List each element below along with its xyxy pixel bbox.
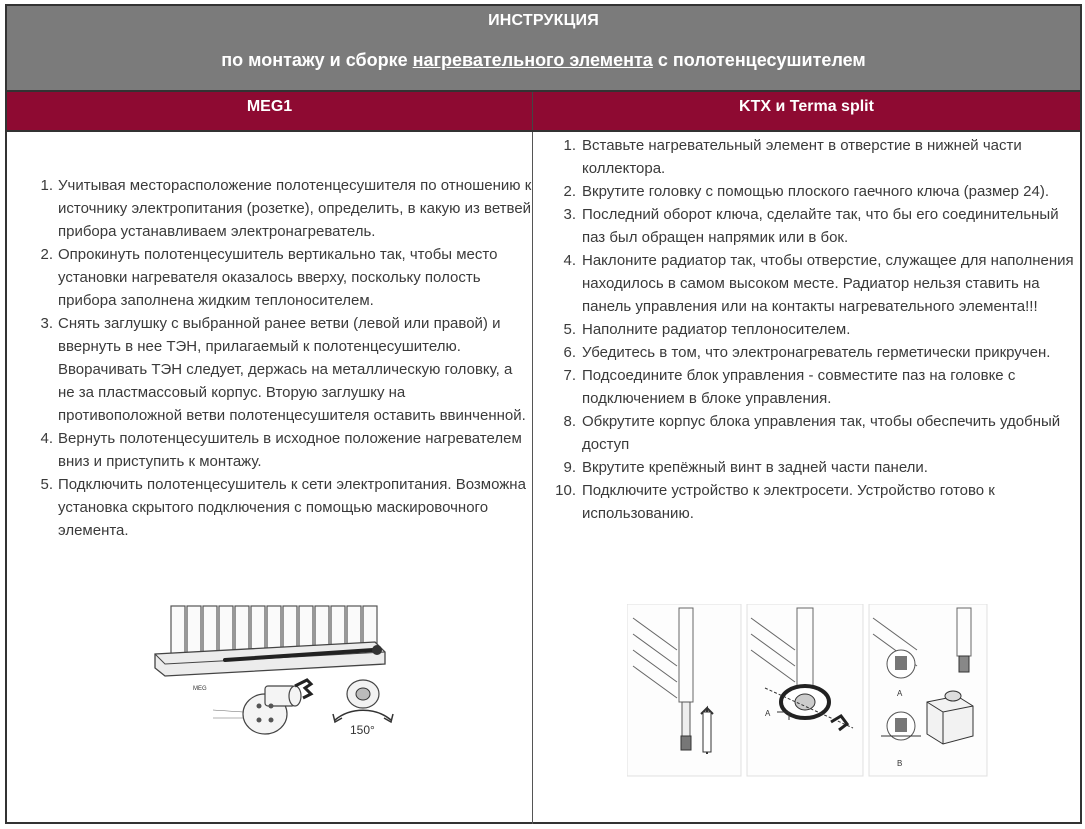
step-text: Последний оборот ключа, сделайте так, что бы его соединительный паз был обращен напрямик или в бок. — [582, 206, 1059, 246]
step-number: 2. — [563, 183, 576, 200]
right-steps-list — [550, 134, 1075, 525]
instruction-step — [550, 456, 1075, 479]
step-text: Вернуть полотенцесушитель в исходное положение нагревателем вниз и приступить к монтажу. — [58, 430, 522, 470]
step-text: Учитывая месторасположение полотенцесушителя по отношению к источнику электропитания (розетке), определить, в какую из ветвей прибора устанавливаем электронагреватель. — [58, 177, 532, 240]
instruction-step — [550, 364, 1075, 410]
instruction-step — [550, 479, 1075, 525]
step-number: 8. — [563, 413, 576, 430]
ktx-step-panel-1 — [627, 604, 741, 776]
ktx-step-panel-3 — [869, 604, 987, 776]
subtitle-underlined: нагревательного элемента — [412, 50, 653, 70]
table-header — [7, 6, 1080, 92]
step-text: Вкрутите головку с помощью плоского гаечного ключа (размер 24). — [582, 183, 1050, 200]
step-text: Вкрутите крепёжный винт в задней части панели. — [582, 459, 928, 476]
step-text: Снять заглушку с выбранной ранее ветви (левой или правой) и ввернуть в нее ТЭН, прилагаемый к полотенцесушителю. Вворачивать ТЭН следует, держась на металлическую головку, а не за пластмассовый корпус. Вторую заглушку на противоположной ветви полотенцесушителя оставить ввинченной. — [58, 315, 526, 424]
instruction-step — [550, 134, 1075, 180]
step-text: Подсоедините блок управления - совместите паз на головке с подключением в блоке управления. — [582, 367, 1016, 407]
step-number: 5. — [40, 476, 53, 493]
instruction-step — [550, 341, 1075, 364]
instruction-step — [550, 410, 1075, 456]
step-text: Опрокинуть полотенцесушитель вертикально так, чтобы место установки нагревателя оказалось вверху, поскольку полость прибора заполнена жидким теплоносителем. — [58, 246, 498, 309]
ktx-step-panel-2 — [747, 604, 863, 776]
column-title-meg1: MEG1 — [7, 92, 533, 130]
step-number: 3. — [563, 206, 576, 223]
step-number: 1. — [563, 137, 576, 154]
step-number: 2. — [40, 246, 53, 263]
step-text: Вставьте нагревательный элемент в отверстие в нижней части коллектора. — [582, 137, 1022, 177]
step-number: 5. — [563, 321, 576, 338]
meg-angle-label: 150° — [350, 723, 375, 737]
step-number: 4. — [563, 252, 576, 269]
step-text: Убедитесь в том, что электронагреватель герметически прикручен. — [582, 344, 1051, 361]
step-text: Подключите устройство к электросети. Устройство готово к использованию. — [582, 482, 995, 522]
meg-model-label: MEG — [193, 686, 207, 692]
left-steps-list — [37, 174, 533, 542]
instruction-step — [550, 180, 1075, 203]
instruction-step — [37, 312, 533, 427]
instruction-step — [550, 203, 1075, 249]
left-column — [7, 132, 533, 824]
instruction-step — [37, 473, 533, 542]
instruction-step — [37, 243, 533, 312]
step-text: Наполните радиатор теплоносителем. — [582, 321, 851, 338]
step-text: Наклоните радиатор так, чтобы отверстие, служащее для наполнения находилось в самом высоком месте. Радиатор нельзя ставить на панель управления или на контакты нагревательного элемента!!! — [582, 252, 1074, 315]
subtitle-part-2: с полотенцесушителем — [652, 50, 866, 70]
subtitle-part-1: по монтажу и сборке — [221, 50, 413, 70]
step-number: 7. — [563, 367, 576, 384]
instruction-step — [37, 427, 533, 473]
step-number: 10. — [555, 482, 576, 499]
document-subtitle — [7, 30, 1080, 71]
column-headers — [7, 92, 1080, 132]
step-number: 6. — [563, 344, 576, 361]
table-body — [7, 132, 1080, 824]
svg-text:A: A — [765, 709, 771, 718]
instruction-table — [5, 4, 1082, 824]
right-column — [533, 132, 1080, 824]
step-number: 4. — [40, 430, 53, 447]
step-text: Подключить полотенцесушитель к сети электропитания. Возможна установка скрытого подключения с помощью маскировочного элемента. — [58, 476, 526, 539]
step-text: Обкрутите корпус блока управления так, чтобы обеспечить удобный доступ — [582, 413, 1061, 453]
ktx-label-a: A — [897, 689, 903, 698]
ktx-installation-illustration — [627, 604, 997, 782]
ktx-label-b: B — [897, 759, 903, 768]
instruction-step — [550, 318, 1075, 341]
step-number: 3. — [40, 315, 53, 332]
step-number: 1. — [40, 177, 53, 194]
step-number: 9. — [563, 459, 576, 476]
instruction-step — [37, 174, 533, 243]
meg-installation-illustration — [135, 602, 405, 767]
column-title-ktx: KTX и Terma split — [739, 98, 874, 115]
instruction-step — [550, 249, 1075, 318]
document-title: ИНСТРУКЦИЯ — [488, 12, 599, 29]
